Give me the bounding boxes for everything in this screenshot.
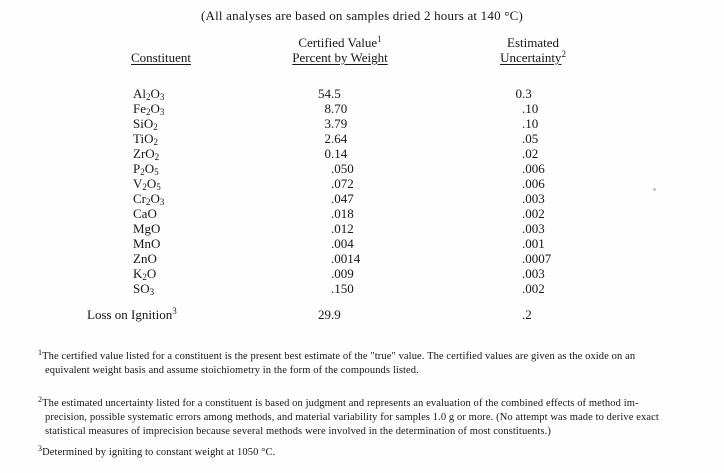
fraction-part: .072 bbox=[331, 176, 354, 191]
table-row bbox=[0, 116, 724, 131]
column-header-certified-value-text: Certified Value bbox=[298, 35, 378, 50]
fraction-part: .018 bbox=[331, 206, 354, 221]
uncertainty-value bbox=[382, 146, 562, 161]
constituent-formula: $SO_3$ bbox=[133, 281, 155, 297]
uncertainty-value bbox=[382, 221, 562, 236]
certified-value bbox=[191, 86, 371, 101]
uncertainty-value bbox=[382, 307, 562, 322]
constituent-formula: MnO bbox=[133, 236, 161, 251]
fraction-part: .14 bbox=[331, 146, 348, 161]
table-row bbox=[0, 101, 724, 116]
table-row bbox=[0, 86, 724, 101]
table-row bbox=[0, 221, 724, 236]
constituent-formula: $P_2O_5$ bbox=[133, 161, 159, 177]
constituent-formula: MgO bbox=[133, 221, 161, 236]
fraction-part: .009 bbox=[331, 266, 354, 281]
page-title: (All analyses are based on samples dried 2 hours at 140 °C) bbox=[200, 8, 524, 23]
column-header-uncertainty bbox=[447, 50, 619, 65]
fraction-part: .0007 bbox=[522, 251, 552, 266]
table-row bbox=[0, 236, 724, 251]
uncertainty-value bbox=[382, 116, 562, 131]
fraction-part: .047 bbox=[331, 191, 354, 206]
constituent-formula: CaO bbox=[133, 206, 157, 221]
constituent-formula: $Fe_2O_3$ bbox=[133, 101, 165, 117]
column-header-certified-value bbox=[255, 35, 425, 50]
integer-part: 8 bbox=[324, 101, 331, 116]
integer-part: 0 bbox=[324, 146, 331, 161]
fraction-part: .006 bbox=[522, 176, 545, 191]
fraction-part: .002 bbox=[522, 281, 545, 296]
uncertainty-value bbox=[382, 161, 562, 176]
integer-part: 3 bbox=[324, 116, 331, 131]
certified-value bbox=[191, 266, 371, 281]
table-row bbox=[0, 161, 724, 176]
fraction-part: .05 bbox=[522, 131, 539, 146]
table-row bbox=[0, 131, 724, 146]
loss-on-ignition-row bbox=[0, 307, 724, 322]
table-row bbox=[0, 266, 724, 281]
uncertainty-value bbox=[382, 236, 562, 251]
certified-value bbox=[191, 251, 371, 266]
scan-artifact bbox=[653, 188, 656, 191]
fraction-part: .79 bbox=[331, 116, 348, 131]
fraction-part: .0014 bbox=[331, 251, 361, 266]
constituent-formula: TiO$_2$ bbox=[133, 131, 158, 147]
certified-value bbox=[191, 101, 371, 116]
footnote-1 bbox=[38, 350, 716, 378]
fraction-part: .003 bbox=[522, 266, 545, 281]
footnote-3 bbox=[38, 446, 716, 460]
certified-value bbox=[191, 131, 371, 146]
footnote-line: $^2$The estimated uncertainty listed for a constituent is based on judgment and represents an evaluation of the combined effects of method im- bbox=[38, 395, 639, 409]
certified-value bbox=[191, 236, 371, 251]
uncertainty-value bbox=[382, 86, 562, 101]
fraction-part: .9 bbox=[331, 307, 341, 322]
fraction-part: .003 bbox=[522, 191, 545, 206]
integer-part: 29 bbox=[318, 307, 331, 322]
loss-on-ignition-label: Loss on Ignition$^3$ bbox=[87, 306, 177, 322]
certified-value bbox=[191, 146, 371, 161]
fraction-part: .150 bbox=[331, 281, 354, 296]
fraction-part: .002 bbox=[522, 206, 545, 221]
footnote-marker: 2 bbox=[38, 395, 43, 404]
constituent-formula: $K_2O$ bbox=[133, 266, 157, 282]
constituent-formula: $V_2O_5$ bbox=[133, 176, 161, 192]
table-row bbox=[0, 206, 724, 221]
footnote-2 bbox=[38, 397, 716, 439]
table-row bbox=[0, 251, 724, 266]
fraction-part: .70 bbox=[331, 101, 348, 116]
footnote-line: equivalent weight basis and assume stoichiometry in the form of the compounds listed. bbox=[45, 365, 419, 376]
table-row bbox=[0, 146, 724, 161]
fraction-part: .001 bbox=[522, 236, 545, 251]
fraction-part: .003 bbox=[522, 221, 545, 236]
fraction-part: .10 bbox=[522, 116, 539, 131]
footnote-line: $^1$The certified value listed for a constituent is the present best estimate of the "true" value. The certified values are given as the oxide on an bbox=[38, 348, 636, 362]
certified-value bbox=[191, 307, 371, 322]
footnote-ref-2: 2 bbox=[561, 49, 566, 59]
fraction-part: .3 bbox=[522, 86, 532, 101]
footnote-line: precision, possible systematic errors among methods, and material variability for samples 1.0 g or more. (No attempt was made to derive exact bbox=[45, 412, 659, 423]
uncertainty-value bbox=[382, 281, 562, 296]
footnote-line: $^3$Determined by igniting to constant weight at 1050 °C. bbox=[38, 444, 276, 458]
table-row bbox=[0, 176, 724, 191]
integer-part: 0 bbox=[515, 86, 522, 101]
fraction-part: .5 bbox=[331, 86, 341, 101]
column-header-estimated: Estimated bbox=[507, 35, 559, 50]
certified-value bbox=[191, 281, 371, 296]
certified-value bbox=[191, 206, 371, 221]
column-header-uncertainty-text: Uncertainty bbox=[500, 50, 562, 65]
certified-value bbox=[191, 161, 371, 176]
certified-value bbox=[191, 191, 371, 206]
uncertainty-value bbox=[382, 251, 562, 266]
certified-value bbox=[191, 116, 371, 131]
fraction-part: .050 bbox=[331, 161, 354, 176]
constituent-formula: $Cr_2O_3$ bbox=[133, 191, 165, 207]
fraction-part: .012 bbox=[331, 221, 354, 236]
table-row bbox=[0, 191, 724, 206]
footnote-line: statistical measures of imprecision because several methods were involved in the determination of most constituents.) bbox=[45, 426, 551, 437]
constituent-formula: $Al_2O_3$ bbox=[133, 86, 165, 102]
fraction-part: .2 bbox=[522, 307, 532, 322]
constituent-formula: ZrO$_2$ bbox=[133, 146, 160, 162]
footnote-ref-3: 3 bbox=[172, 306, 177, 316]
fraction-part: .006 bbox=[522, 161, 545, 176]
fraction-part: .004 bbox=[331, 236, 354, 251]
footnote-marker: 1 bbox=[38, 348, 43, 357]
fraction-part: .64 bbox=[331, 131, 348, 146]
column-header-constituent: Constituent bbox=[131, 50, 191, 65]
uncertainty-value bbox=[382, 266, 562, 281]
integer-part: 54 bbox=[318, 86, 331, 101]
footnote-marker: 3 bbox=[38, 444, 43, 453]
integer-part: 2 bbox=[324, 131, 331, 146]
table-row bbox=[0, 281, 724, 296]
uncertainty-value bbox=[382, 176, 562, 191]
constituent-formula: SiO$_2$ bbox=[133, 116, 158, 132]
constituent-formula: ZnO bbox=[133, 251, 157, 266]
uncertainty-value bbox=[382, 101, 562, 116]
uncertainty-value bbox=[382, 191, 562, 206]
footnote-ref-1: 1 bbox=[377, 34, 382, 44]
fraction-part: .02 bbox=[522, 146, 539, 161]
certified-value bbox=[191, 221, 371, 236]
certified-value bbox=[191, 176, 371, 191]
uncertainty-value bbox=[382, 206, 562, 221]
uncertainty-value bbox=[382, 131, 562, 146]
column-header-percent-by-weight: Percent by Weight bbox=[292, 50, 388, 65]
fraction-part: .10 bbox=[522, 101, 539, 116]
